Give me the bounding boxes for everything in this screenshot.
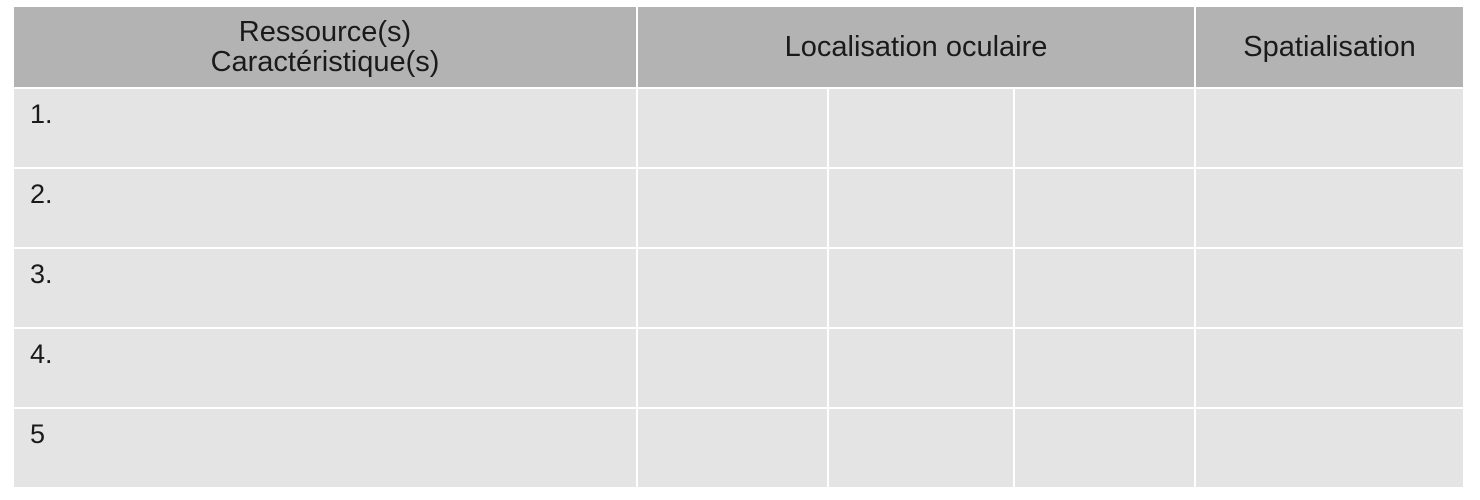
cell-spatialisation bbox=[1195, 248, 1464, 328]
header-row bbox=[13, 6, 1464, 88]
cell-localisation-2 bbox=[828, 168, 1014, 248]
row-label: 5 bbox=[13, 408, 637, 488]
cell-spatialisation bbox=[1195, 88, 1464, 168]
header-resource bbox=[13, 6, 637, 88]
row-label: 3. bbox=[13, 248, 637, 328]
cell-localisation-3 bbox=[1014, 408, 1195, 488]
cell-localisation-3 bbox=[1014, 328, 1195, 408]
cell-localisation-2 bbox=[828, 328, 1014, 408]
resource-table bbox=[12, 5, 1465, 489]
cell-localisation-1 bbox=[637, 168, 828, 248]
header-localisation: Localisation oculaire bbox=[637, 6, 1195, 88]
cell-localisation-1 bbox=[637, 328, 828, 408]
row-label: 1. bbox=[13, 88, 637, 168]
row-label: 2. bbox=[13, 168, 637, 248]
table-row bbox=[13, 168, 1464, 248]
cell-localisation-1 bbox=[637, 248, 828, 328]
cell-localisation-2 bbox=[828, 88, 1014, 168]
cell-spatialisation bbox=[1195, 328, 1464, 408]
cell-spatialisation bbox=[1195, 408, 1464, 488]
header-resource-line2: Caractéristique(s) bbox=[210, 46, 440, 78]
table-row bbox=[13, 88, 1464, 168]
cell-spatialisation bbox=[1195, 168, 1464, 248]
table-row bbox=[13, 328, 1464, 408]
cell-localisation-3 bbox=[1014, 88, 1195, 168]
table-row bbox=[13, 248, 1464, 328]
row-label: 4. bbox=[13, 328, 637, 408]
header-spatialisation: Spatialisation bbox=[1195, 6, 1464, 88]
table-row bbox=[13, 408, 1464, 488]
cell-localisation-1 bbox=[637, 408, 828, 488]
cell-localisation-2 bbox=[828, 248, 1014, 328]
cell-localisation-2 bbox=[828, 408, 1014, 488]
cell-localisation-3 bbox=[1014, 248, 1195, 328]
cell-localisation-1 bbox=[637, 88, 828, 168]
header-resource-line1: Ressource(s) bbox=[238, 16, 412, 48]
cell-localisation-3 bbox=[1014, 168, 1195, 248]
table-container bbox=[12, 5, 1465, 489]
